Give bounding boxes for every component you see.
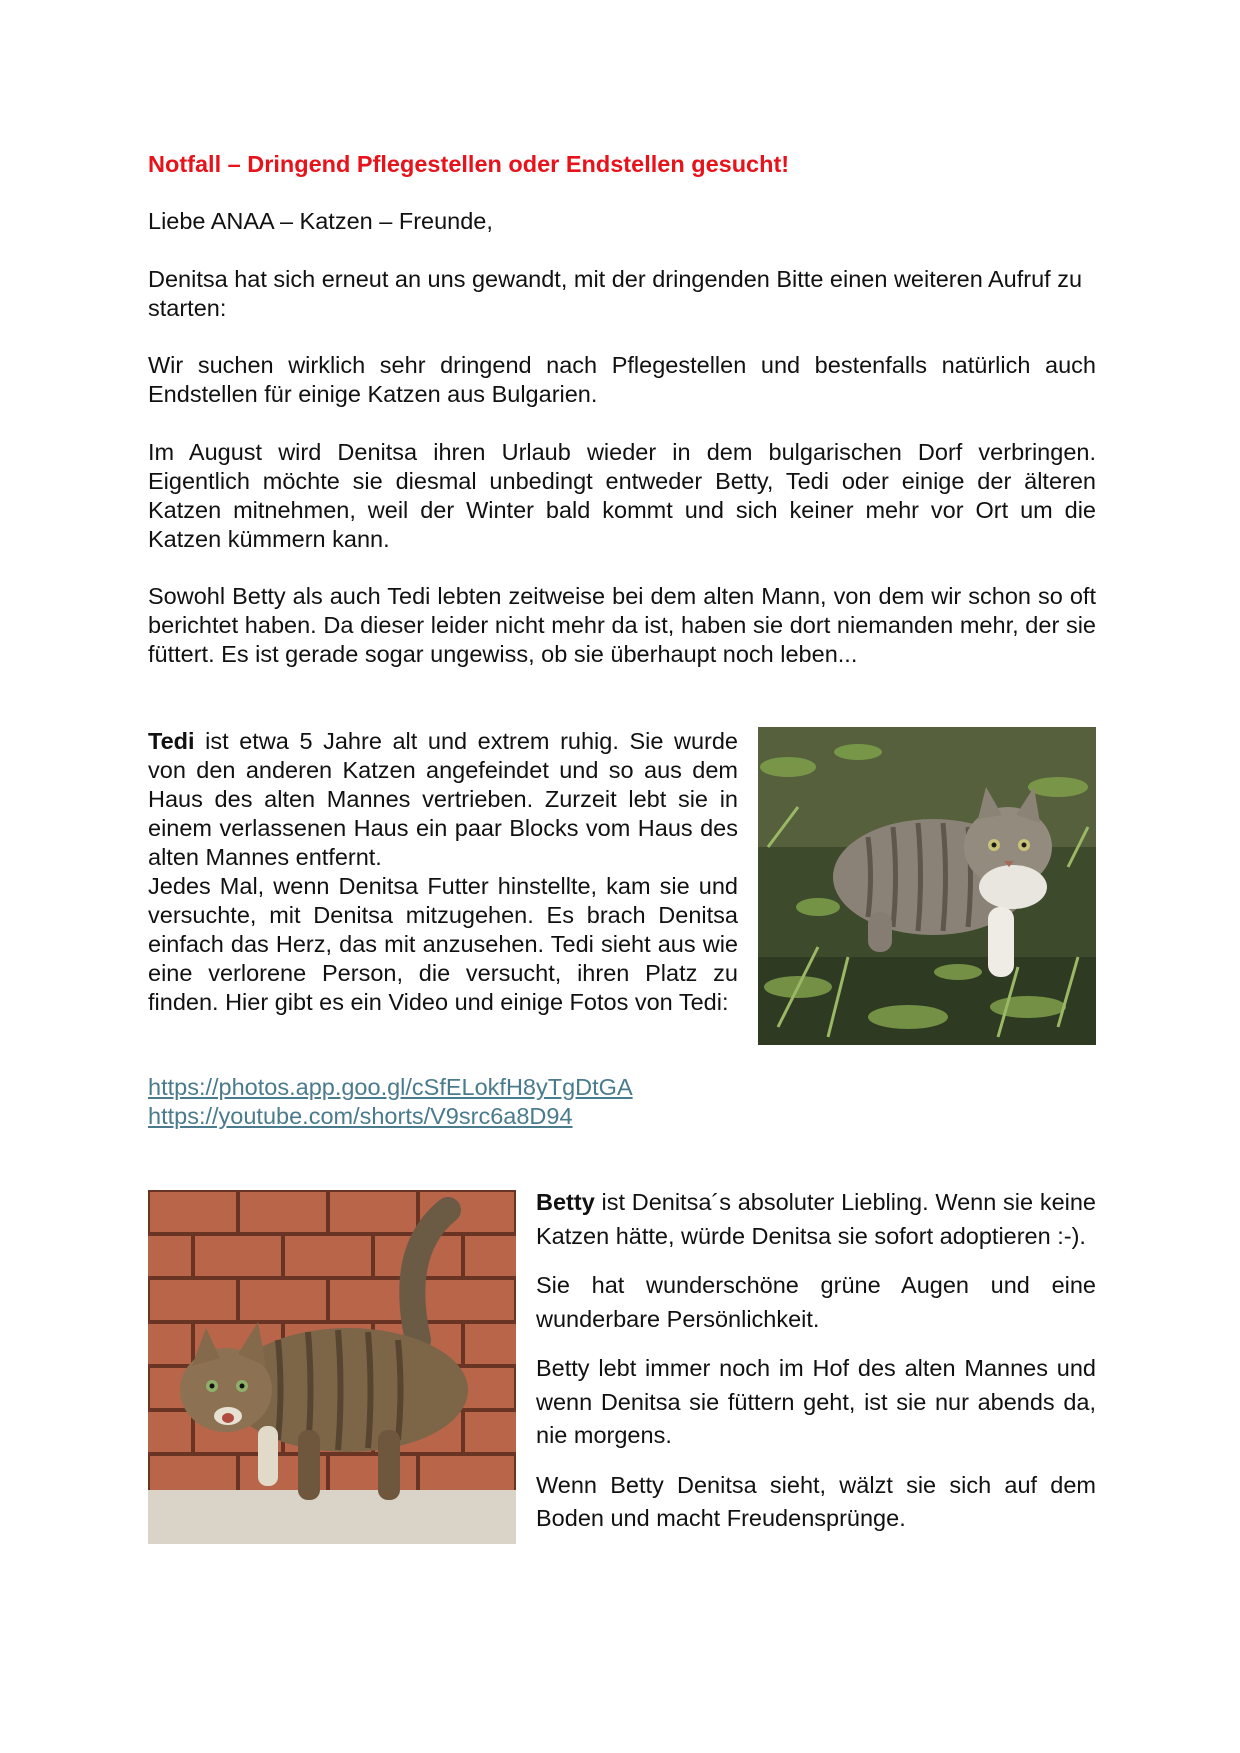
betty-paragraph-4: Wenn Betty Denitsa sieht, wälzt sie sich auf dem Boden und macht Freudensprünge. bbox=[536, 1471, 1096, 1531]
page-title: Notfall – Dringend Pflegestellen oder Endstellen gesucht! bbox=[148, 151, 790, 177]
tedi-photos-link[interactable]: https://photos.app.goo.gl/cSfELokfH8yTgDtGA bbox=[148, 1074, 633, 1100]
tedi-paragraph-1: Tedi ist etwa 5 Jahre alt und extrem ruhig. Sie wurde von den anderen Katzen angefeindet und so aus dem Haus des alten Mannes vertrieben. Zurzeit lebt sie in einem verlassenen Haus ein paar Blocks vom Haus des alten Mannes entfernt. bbox=[148, 728, 738, 870]
tedi-section-text bbox=[148, 727, 738, 1017]
betty-cat-photo bbox=[148, 1190, 516, 1544]
paragraph-old-man: Sowohl Betty als auch Tedi lebten zeitweise bei dem alten Mann, von dem wir schon so oft berichtet haben. Da dieser leider nicht mehr da ist, haben sie dort niemanden mehr, der sie füttert. Es ist gerade sogar ungewiss, ob sie überhaupt noch leben... bbox=[148, 583, 1096, 667]
tedi-paragraph-2: Jedes Mal, wenn Denitsa Futter hinstellte, kam sie und versuchte, mit Denitsa mitzugehen. Es brach Denitsa einfach das Herz, das mit anzusehen. Tedi sieht aus wie eine verlorene Person, die versucht, ihren Platz zu finden. Hier gibt es ein Video und einige Fotos von Tedi: bbox=[148, 873, 738, 1015]
betty-paragraph-3: Betty lebt immer noch im Hof des alten Mannes und wenn Denitsa sie füttern geht, ist sie nur abends da, nie morgens. bbox=[536, 1355, 1096, 1448]
betty-paragraph-2: Sie hat wunderschöne grüne Augen und eine wunderbare Persönlichkeit. bbox=[536, 1272, 1096, 1332]
paragraph-intro: Denitsa hat sich erneut an uns gewandt, mit der dringenden Bitte einen weiteren Aufruf zu starten: bbox=[148, 266, 1083, 321]
betty-section-text bbox=[536, 1186, 1096, 1552]
tedi-video-link[interactable]: https://youtube.com/shorts/V9src6a8D94 bbox=[148, 1103, 573, 1129]
tedi-cat-photo bbox=[758, 727, 1096, 1045]
greeting: Liebe ANAA – Katzen – Freunde, bbox=[148, 208, 493, 234]
paragraph-august: Im August wird Denitsa ihren Urlaub wieder in dem bulgarischen Dorf verbringen. Eigentlich möchte sie diesmal unbedingt entweder Betty, Tedi oder einige der älteren Katzen mitnehmen, weil der Winter bald kommt und sich keiner mehr vor Ort um die Katzen kümmern kann. bbox=[148, 439, 1096, 552]
betty-paragraph-1: Betty ist Denitsa´s absoluter Liebling. Wenn sie keine Katzen hätte, würde Denitsa sie sofort adoptieren :-). bbox=[536, 1189, 1096, 1249]
tedi-links bbox=[148, 1073, 633, 1131]
tedi-name: Tedi bbox=[148, 728, 195, 754]
paragraph-request: Wir suchen wirklich sehr dringend nach Pflegestellen und bestenfalls natürlich auch Endstellen für einige Katzen aus Bulgarien. bbox=[148, 352, 1096, 407]
betty-name: Betty bbox=[536, 1189, 595, 1215]
